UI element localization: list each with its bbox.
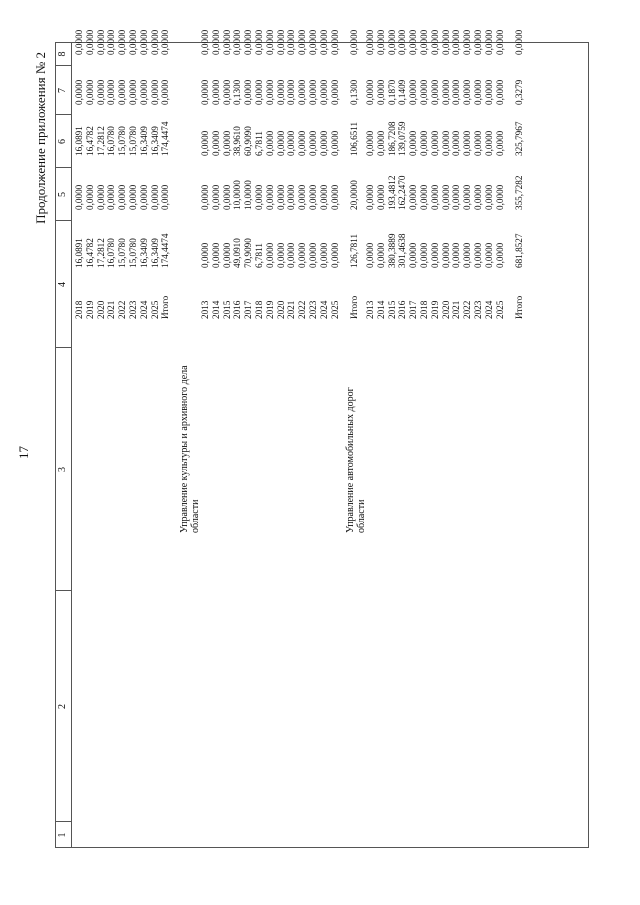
year-cell: 2020 [275, 300, 286, 319]
value-cell-c8: 0,0000 [149, 29, 160, 55]
value-cell-c8: 0,0000 [514, 29, 525, 55]
value-cell-c6: 0,0000 [483, 130, 494, 156]
value-cell-c4: 0,0000 [365, 242, 375, 268]
header-col-1: 1 [57, 832, 68, 838]
value-cell-c5: 0,0000 [473, 184, 483, 210]
value-cell-c5: 10,0000 [243, 180, 254, 210]
header-bottom-border [71, 42, 72, 848]
value-cell-c4: 0,0000 [375, 242, 386, 268]
value-cell-c5: 0,0000 [95, 184, 106, 210]
value-cell-c4: 0,0000 [221, 242, 232, 268]
value-cell-c7: 0,0000 [264, 79, 275, 105]
value-cell-c4: 0,0000 [275, 242, 286, 268]
value-cell-c4: 16,0780 [106, 238, 117, 268]
value-cell-c6: 17,2812 [95, 126, 106, 156]
value-cell-c4: 0,0000 [462, 242, 473, 268]
value-cell-c4: 16,0891 [74, 238, 84, 268]
value-cell-c5: 0,0000 [419, 184, 429, 210]
value-cell-c8: 0,0000 [494, 29, 505, 55]
value-cell-c8: 0,0000 [297, 29, 308, 55]
value-cell-c7: 0,0000 [160, 79, 171, 105]
value-cell-c6: 139,0759 [397, 121, 408, 156]
year-cell: 2025 [494, 300, 505, 319]
value-cell-c4: 0,0000 [494, 242, 505, 268]
value-cell-c7: 0,0000 [451, 79, 462, 105]
value-cell-c8: 0,0000 [95, 29, 106, 55]
year-cell: 2016 [232, 300, 243, 319]
year-cell: 2023 [473, 300, 483, 319]
value-cell-c8: 0,0000 [210, 29, 221, 55]
value-cell-c7: 0,0000 [429, 79, 440, 105]
value-cell-c7: 0,0000 [286, 79, 297, 105]
value-cell-c8: 0,0000 [408, 29, 419, 55]
value-cell-c7: 0,0000 [365, 79, 375, 105]
value-cell-c6: 16,3409 [138, 126, 149, 156]
value-cell-c4: 301,4638 [397, 233, 408, 268]
value-cell-c7: 0,0000 [128, 79, 138, 105]
value-cell-c7: 0,0000 [221, 79, 232, 105]
value-cell-c5: 0,0000 [375, 184, 386, 210]
header-col-4: 4 [57, 282, 68, 287]
value-cell-c5: 0,0000 [365, 184, 375, 210]
year-cell: Итого [514, 295, 525, 319]
value-cell-c5: 20,0000 [349, 180, 360, 210]
owner-label: Управление культуры и архивного дела области [179, 365, 201, 533]
value-cell-c5: 0,0000 [200, 184, 210, 210]
value-cell-c5: 0,0000 [462, 184, 473, 210]
value-cell-c7: 0,3279 [514, 79, 525, 105]
value-cell-c8: 0,0000 [275, 29, 286, 55]
year-cell: 2018 [419, 300, 429, 319]
value-cell-c7: 0,0000 [483, 79, 494, 105]
year-cell: 2015 [221, 300, 232, 319]
header-col-2: 2 [57, 704, 68, 709]
value-cell-c5: 0,0000 [494, 184, 505, 210]
value-cell-c8: 0,0000 [483, 29, 494, 55]
year-cell: 2025 [329, 300, 340, 319]
value-cell-c6: 15,0780 [128, 126, 138, 156]
year-cell: 2025 [149, 300, 160, 319]
value-cell-c6: 0,0000 [408, 130, 419, 156]
value-cell-c8: 0,0000 [462, 29, 473, 55]
year-cell: 2024 [318, 300, 329, 319]
value-cell-c5: 0,0000 [329, 184, 340, 210]
year-cell: 2017 [243, 300, 254, 319]
value-cell-c8: 0,0000 [329, 29, 340, 55]
year-cell: 2020 [440, 300, 451, 319]
value-cell-c5: 162,2470 [397, 175, 408, 210]
continuation-title: Продолжение приложения № 2 [33, 52, 48, 224]
value-cell-c7: 0,0000 [84, 79, 95, 105]
value-cell-c7: 0,0000 [318, 79, 329, 105]
year-cell: 2018 [74, 300, 84, 319]
year-cell: 2013 [365, 300, 375, 319]
value-cell-c8: 0,0000 [221, 29, 232, 55]
value-cell-c6: 15,0780 [117, 126, 128, 156]
value-cell-c5: 0,0000 [128, 184, 138, 210]
value-cell-c5: 0,0000 [440, 184, 451, 210]
value-cell-c7: 0,0000 [210, 79, 221, 105]
value-cell-c8: 0,0000 [349, 29, 360, 55]
value-cell-c4: 0,0000 [286, 242, 297, 268]
value-cell-c7: 0,0000 [243, 79, 254, 105]
value-cell-c8: 0,0000 [232, 29, 243, 55]
year-cell: 2021 [106, 300, 117, 319]
value-cell-c8: 0,0000 [200, 29, 210, 55]
value-cell-c7: 0,0000 [440, 79, 451, 105]
value-cell-c7: 0,0000 [254, 79, 264, 105]
value-cell-c4: 15,0780 [128, 238, 138, 268]
value-cell-c7: 0,0000 [117, 79, 128, 105]
value-cell-c8: 0,0000 [419, 29, 429, 55]
year-cell: 2019 [84, 300, 95, 319]
value-cell-c4: 0,0000 [473, 242, 483, 268]
year-cell: 2023 [308, 300, 318, 319]
value-cell-c8: 0,0000 [397, 29, 408, 55]
value-cell-c7: 0,0000 [308, 79, 318, 105]
value-cell-c8: 0,0000 [308, 29, 318, 55]
owner-label: Управление автомобильных дорог области [345, 387, 367, 533]
value-cell-c6: 0,0000 [221, 130, 232, 156]
value-cell-c5: 0,0000 [308, 184, 318, 210]
value-cell-c4: 0,0000 [308, 242, 318, 268]
year-cell: 2017 [408, 300, 419, 319]
value-cell-c5: 0,0000 [254, 184, 264, 210]
value-cell-c7: 0,0000 [419, 79, 429, 105]
year-cell: 2019 [429, 300, 440, 319]
header-col-3: 3 [57, 467, 68, 472]
value-cell-c7: 0,0000 [74, 79, 84, 105]
value-cell-c5: 0,0000 [106, 184, 117, 210]
value-cell-c7: 0,1409 [397, 79, 408, 105]
value-cell-c5: 0,0000 [74, 184, 84, 210]
value-cell-c5: 0,0000 [286, 184, 297, 210]
year-cell: 2022 [117, 300, 128, 319]
value-cell-c8: 0,0000 [243, 29, 254, 55]
value-cell-c8: 0,0000 [473, 29, 483, 55]
value-cell-c5: 0,0000 [221, 184, 232, 210]
value-cell-c6: 16,3409 [149, 126, 160, 156]
year-cell: 2021 [286, 300, 297, 319]
value-cell-c6: 0,0000 [451, 130, 462, 156]
header-col-6: 6 [57, 139, 68, 144]
value-cell-c5: 0,0000 [483, 184, 494, 210]
value-cell-c8: 0,0000 [128, 29, 138, 55]
value-cell-c6: 0,0000 [375, 130, 386, 156]
value-cell-c5: 0,0000 [275, 184, 286, 210]
value-cell-c5: 0,0000 [138, 184, 149, 210]
table-bottom-border [588, 42, 589, 848]
value-cell-c6: 60,9090 [243, 126, 254, 156]
value-cell-c6: 0,0000 [200, 130, 210, 156]
value-cell-c4: 70,9090 [243, 238, 254, 268]
value-cell-c7: 0,0000 [106, 79, 117, 105]
year-cell: 2014 [375, 300, 386, 319]
value-cell-c7: 0,0000 [473, 79, 483, 105]
value-cell-c5: 0,0000 [210, 184, 221, 210]
value-cell-c6: 0,0000 [494, 130, 505, 156]
value-cell-c6: 0,0000 [365, 130, 375, 156]
value-cell-c4: 0,0000 [408, 242, 419, 268]
value-cell-c7: 0,1870 [386, 79, 397, 105]
value-cell-c5: 0,0000 [318, 184, 329, 210]
value-cell-c8: 0,0000 [264, 29, 275, 55]
value-cell-c4: 0,0000 [297, 242, 308, 268]
value-cell-c4: 174,4474 [160, 233, 171, 268]
value-cell-c4: 0,0000 [451, 242, 462, 268]
header-col-8: 8 [57, 51, 68, 57]
value-cell-c6: 0,0000 [440, 130, 451, 156]
header-col-7: 7 [57, 88, 68, 93]
year-cell: 2018 [254, 300, 264, 319]
year-cell: 2013 [200, 300, 210, 319]
year-cell: 2021 [451, 300, 462, 319]
year-cell: 2024 [483, 300, 494, 319]
value-cell-c6: 0,0000 [429, 130, 440, 156]
value-cell-c5: 0,0000 [264, 184, 275, 210]
value-cell-c4: 0,0000 [318, 242, 329, 268]
year-cell: 2016 [397, 300, 408, 319]
value-cell-c5: 10,0000 [232, 180, 243, 210]
year-cell: 2022 [462, 300, 473, 319]
year-cell: 2015 [386, 300, 397, 319]
value-cell-c6: 0,0000 [210, 130, 221, 156]
value-cell-c7: 0,0000 [275, 79, 286, 105]
value-cell-c8: 0,0000 [375, 29, 386, 55]
year-cell: Итого [349, 295, 360, 319]
value-cell-c8: 0,0000 [440, 29, 451, 55]
value-cell-c6: 325,7967 [514, 121, 525, 156]
value-cell-c4: 0,0000 [329, 242, 340, 268]
value-cell-c4: 17,2812 [95, 238, 106, 268]
value-cell-c7: 0,0000 [375, 79, 386, 105]
value-cell-c4: 0,0000 [419, 242, 429, 268]
value-cell-c6: 0,0000 [419, 130, 429, 156]
value-cell-c7: 0,0000 [138, 79, 149, 105]
value-cell-c4: 16,3409 [149, 238, 160, 268]
value-cell-c6: 38,9610 [232, 126, 243, 156]
value-cell-c6: 16,0891 [74, 126, 84, 156]
value-cell-c7: 0,1300 [232, 79, 243, 105]
year-cell: 2019 [264, 300, 275, 319]
value-cell-c6: 0,0000 [297, 130, 308, 156]
value-cell-c8: 0,0000 [318, 29, 329, 55]
value-cell-c6: 106,6511 [349, 121, 360, 156]
value-cell-c6: 0,0000 [473, 130, 483, 156]
value-cell-c4: 15,0780 [117, 238, 128, 268]
value-cell-c4: 0,0000 [264, 242, 275, 268]
value-cell-c8: 0,0000 [160, 29, 171, 55]
value-cell-c4: 16,4782 [84, 238, 95, 268]
value-cell-c5: 0,0000 [408, 184, 419, 210]
value-cell-c6: 0,0000 [462, 130, 473, 156]
value-cell-c8: 0,0000 [117, 29, 128, 55]
value-cell-c5: 0,0000 [117, 184, 128, 210]
year-cell: 2020 [95, 300, 106, 319]
value-cell-c8: 0,0000 [386, 29, 397, 55]
value-cell-c4: 0,0000 [440, 242, 451, 268]
value-cell-c7: 0,0000 [408, 79, 419, 105]
value-cell-c4: 6,7811 [254, 243, 264, 268]
value-cell-c5: 0,0000 [160, 184, 171, 210]
year-cell: 2014 [210, 300, 221, 319]
value-cell-c6: 186,7208 [386, 121, 397, 156]
value-cell-c7: 0,0000 [95, 79, 106, 105]
value-cell-c8: 0,0000 [84, 29, 95, 55]
col-border [55, 847, 589, 848]
value-cell-c7: 0,0000 [494, 79, 505, 105]
value-cell-c5: 0,0000 [429, 184, 440, 210]
value-cell-c7: 0,0000 [462, 79, 473, 105]
value-cell-c5: 193,4812 [386, 175, 397, 210]
value-cell-c5: 0,0000 [84, 184, 95, 210]
year-cell: 2022 [297, 300, 308, 319]
value-cell-c6: 0,0000 [318, 130, 329, 156]
value-cell-c4: 681,8527 [514, 233, 525, 268]
value-cell-c4: 380,3889 [386, 233, 397, 268]
value-cell-c5: 0,0000 [149, 184, 160, 210]
value-cell-c6: 16,4782 [84, 126, 95, 156]
value-cell-c6: 0,0000 [264, 130, 275, 156]
value-cell-c7: 0,0000 [149, 79, 160, 105]
value-cell-c5: 0,0000 [451, 184, 462, 210]
page-number: 17 [16, 446, 31, 459]
value-cell-c8: 0,0000 [365, 29, 375, 55]
value-cell-c6: 174,4474 [160, 121, 171, 156]
year-cell: 2024 [138, 300, 149, 319]
value-cell-c8: 0,0000 [429, 29, 440, 55]
value-cell-c6: 16,0780 [106, 126, 117, 156]
value-cell-c4: 0,0000 [483, 242, 494, 268]
value-cell-c7: 0,0000 [297, 79, 308, 105]
budget-table [55, 29, 589, 848]
value-cell-c6: 0,0000 [308, 130, 318, 156]
year-cell: 2023 [128, 300, 138, 319]
year-cell: Итого [160, 295, 171, 319]
value-cell-c4: 0,0000 [429, 242, 440, 268]
value-cell-c6: 6,7811 [254, 131, 264, 156]
value-cell-c8: 0,0000 [254, 29, 264, 55]
value-cell-c8: 0,0000 [106, 29, 117, 55]
value-cell-c8: 0,0000 [138, 29, 149, 55]
value-cell-c4: 126,7811 [349, 233, 360, 268]
value-cell-c7: 0,1300 [349, 79, 360, 105]
value-cell-c5: 355,7282 [514, 175, 525, 210]
value-cell-c4: 0,0000 [200, 242, 210, 268]
value-cell-c5: 0,0000 [297, 184, 308, 210]
value-cell-c8: 0,0000 [286, 29, 297, 55]
value-cell-c6: 0,0000 [275, 130, 286, 156]
value-cell-c6: 0,0000 [286, 130, 297, 156]
value-cell-c7: 0,0000 [329, 79, 340, 105]
value-cell-c4: 0,0000 [210, 242, 221, 268]
value-cell-c4: 49,0910 [232, 238, 243, 268]
value-cell-c8: 0,0000 [451, 29, 462, 55]
value-cell-c7: 0,0000 [200, 79, 210, 105]
value-cell-c4: 16,3409 [138, 238, 149, 268]
value-cell-c6: 0,0000 [329, 130, 340, 156]
value-cell-c8: 0,0000 [74, 29, 84, 55]
header-col-5: 5 [57, 192, 68, 197]
